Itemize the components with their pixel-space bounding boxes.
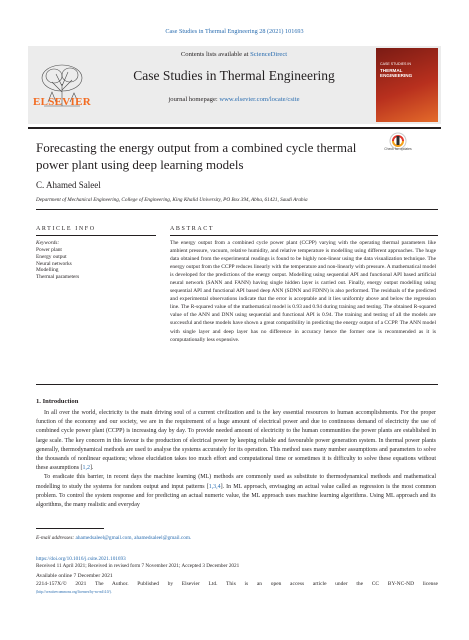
keywords-label: Keywords:: [36, 240, 60, 246]
article-title: Forecasting the energy output from a combined cycle thermal power plant using deep learning models: [36, 140, 357, 172]
paragraph: [36, 473, 436, 510]
paragraph: [36, 409, 436, 473]
license-link[interactable]: (http://creativecommons.org/licenses/by-nc-nd/4.0/).: [36, 590, 112, 594]
keyword-item: Energy output: [36, 253, 67, 260]
abstract-end-rule: [36, 384, 438, 385]
citation-link[interactable]: 1,2: [82, 465, 90, 472]
contents-availability: [100, 51, 368, 58]
section-heading-introduction: 1. Introduction: [36, 398, 79, 405]
journal-reference[interactable]: Case Studies in Thermal Engineering 28 (2021) 101693: [165, 28, 304, 35]
doi-link[interactable]: https://doi.org/10.1016/j.csite.2021.101693: [36, 556, 126, 562]
keyword-item: Neural networks: [36, 260, 72, 267]
check-for-updates-icon[interactable]: [384, 126, 412, 156]
paragraph-text: In all over the world, electricity is the main driving soul of a current civilization and is the key essential resources to human accomplishments. For the proper function of the economy and our society, we are in the requirement of a huge amount of electrical power and due to continuous demand of electricity the use of combined cycle power plant (CCPP) is increasing day by day. To provide needed amount of electricity to the human communities the power plants are established in large scale. The key concern in this favour is the production of electrical power by keeping reliable and favourable power generation system. In thermal power plants generally, thermodynamical methods are used to analyse the systems accurately for its operation. This method uses many number assumptions and parameters to solve the thousands of nonlinear equations; whose elucidation takes too much effort and computational time or sometimes it is difficulty to solve these equations without these assumptions [: [36, 410, 436, 472]
contents-prefix: Contents lists available at: [180, 51, 251, 58]
footnote-label: E-mail addresses:: [36, 535, 76, 541]
email-footnote: [36, 535, 191, 541]
article-info-rule: [36, 235, 156, 236]
cover-line-2: THERMAL: [380, 67, 403, 73]
cover-line-3: ENGINEERING: [380, 73, 413, 79]
citation-link[interactable]: 1,3,4: [208, 483, 221, 490]
abstract-rule: [170, 235, 438, 236]
homepage-link[interactable]: www.elsevier.com/locate/csite: [219, 96, 300, 103]
journal-homepage: [100, 96, 368, 103]
abstract-heading: ABSTRACT: [170, 226, 215, 232]
keyword-list: [36, 247, 79, 281]
check-for-updates-label[interactable]: Check for updates: [384, 147, 412, 151]
received-dates: Received 11 April 2021; Received in revised form 7 November 2021; Accepted 3 December 2021: [36, 563, 240, 569]
publisher-wordmark: ELSEVIER: [32, 96, 92, 108]
journal-cover-thumbnail[interactable]: [376, 48, 438, 122]
journal-cover-title: [380, 62, 434, 79]
keyword-item: Thermal parameters: [36, 274, 80, 281]
elsevier-tree-logo: [30, 50, 94, 120]
footnote-divider: [36, 528, 104, 529]
journal-title: Case Studies in Thermal Engineering: [133, 68, 335, 83]
paragraph-text: ]. In ML approach, envisaging an actual value called as regression is the most common problem. To control the system response and for predicting an actual numeric value, the ML approach uses machine learning algorithms. Using ML approach and its algorithms, the many realistic and everyday: [36, 483, 437, 509]
author-affiliation: Department of Mechanical Engineering, College of Engineering, King Khalid University, PO Box 394, Abha, 61421, Saudi Arabia: [36, 197, 308, 203]
introduction-body: [36, 409, 436, 510]
email-link[interactable]: ahamedsaleel@gmail.com, ahamedsaleel@gmail.com.: [75, 535, 192, 541]
abstract-text: The energy output from a combined cycle power plant (CCPP) varying with the operating thermal parameters like ambient pressure, vacuum, relative humidity, and relative temperature is modelling using different approaches. The huge data obtained from the experimental readings is found to be highly non-linear using the data visualization technique. The energy output from the CCPP reduces linearly with the temperature and non-linearly with pressure. A mathematical model is developed for the predictions of the energy output. Modelling using sequential API and functional API based artificial neural network (SANN and FANN) having single hidden layer is carried out. Finally, energy output modelling using sequential API and functional API based deep ANN (SDNN and FDNN) is also performed. The residuals of the predicted and experimental observations indicate that the error is acceptable and it lies uniformly above and below the regression line. The R-squared value of the mathematical model is 0.93 and 0.94 during training and testing. The obtained R-squared value of the ANN and DNN using sequential and functional API is 0.94. The training and testing of all the models are successful and these models have shown a great compatibility in predicting the energy output of a CCPP. The ANN model with single layer and deep layer has no difference in accuracy hence the former one is recommended as it is computationally less expensive.: [170, 240, 436, 343]
article-info-heading: ARTICLE INFO: [36, 226, 96, 232]
paragraph-text: To eradicate this barrier, in recent days the machine learning (ML) methods are commonly used as substitute to thermodynamical methods and mathematical modelling to study the systems for random output and input patterns [: [36, 474, 436, 490]
homepage-prefix: journal homepage:: [168, 96, 220, 103]
keyword-item: Modelling: [36, 267, 59, 274]
masthead-divider: [28, 127, 441, 129]
paragraph-text: ].: [89, 465, 94, 472]
header-divider: [36, 209, 438, 210]
cover-line-1: CASE STUDIES IN: [380, 62, 411, 66]
sciencedirect-link[interactable]: ScienceDirect: [250, 51, 288, 58]
author-name: C. Ahamed Saleel: [36, 180, 101, 190]
copyright-license-line: 2214-157X/© 2021 The Author. Published by Elsevier Ltd. This is an open access article under the CC BY-NC-ND license: [36, 581, 438, 587]
available-online-date: Available online 7 December 2021: [36, 573, 113, 579]
keyword-item: Power plant: [36, 247, 62, 253]
